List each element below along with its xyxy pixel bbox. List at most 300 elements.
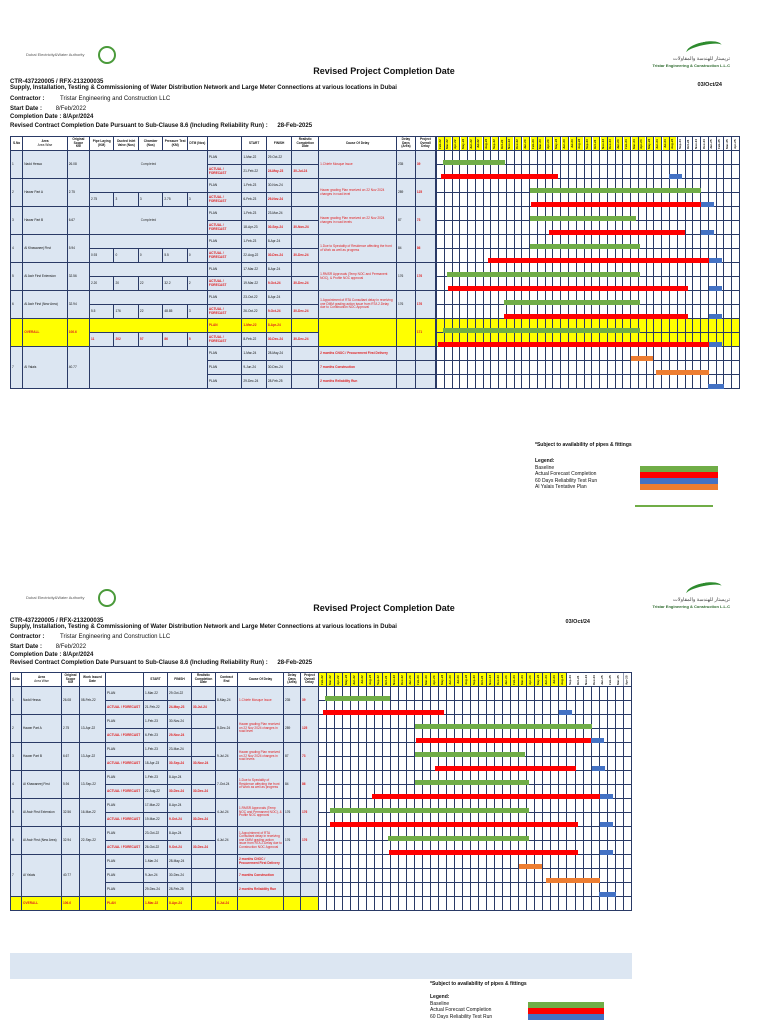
- gantt-bar-actual: [438, 342, 709, 347]
- gantt-bar-baseline: [504, 300, 641, 305]
- month-header: Jul-24: [662, 137, 670, 151]
- row-rem-val: 20: [114, 277, 138, 291]
- col2-area: Area Area Wise: [22, 673, 62, 687]
- month-header: Mar-23: [423, 673, 431, 687]
- row-realistic: 30-Dec-24: [192, 813, 216, 827]
- row-area: OVERALL: [22, 897, 62, 911]
- row-rem-val: 57: [138, 333, 162, 347]
- row-rem-val: 202: [114, 333, 138, 347]
- row-area: Hawar Part A: [22, 715, 62, 743]
- month-header: Aug-22: [483, 137, 491, 151]
- row-cause: 2 months Reliability Run: [319, 375, 397, 389]
- row-act-start: 26-Oct-22: [144, 841, 168, 855]
- row-plan-finish: 8-Apr-24: [266, 291, 292, 305]
- row-realistic: [292, 361, 319, 375]
- dewa-logo-2: Dubai Electricity&Water Authority: [26, 589, 116, 613]
- month-header: Sep-24: [677, 137, 685, 151]
- gantt-bar-reliability: [592, 766, 605, 771]
- gantt-bar-reliability: [600, 822, 613, 827]
- page-title: Revised Project Completion Date: [313, 66, 455, 76]
- table-row: [11, 771, 319, 785]
- row-rem-val: 3: [187, 193, 207, 207]
- row-pdelay: 39: [415, 151, 435, 179]
- row-pdelay: [301, 869, 319, 883]
- row-km: 2.75: [67, 179, 89, 207]
- month-header: Nov-23: [600, 137, 608, 151]
- row-issued: 08-Feb-22: [80, 687, 106, 715]
- month-header: Dec-23: [607, 137, 615, 151]
- col-dtm: DTM (Nos): [187, 137, 207, 151]
- month-header: Jan-25: [708, 137, 716, 151]
- row-plan-finish: 30-Nov-24: [266, 179, 292, 193]
- row-start: 1-Mar-24: [144, 855, 168, 869]
- gantt-bar-actual: [549, 230, 685, 235]
- row-actual: ACTUAL / FORECAST: [106, 701, 144, 715]
- row-issued: 13-Apr-22: [80, 743, 106, 771]
- row-rem-val: 3: [187, 305, 207, 319]
- row-finish: 28-May-24: [266, 347, 292, 361]
- month-header: Jun-23: [447, 673, 455, 687]
- col2-cause: Cause Of Delay: [238, 673, 284, 687]
- row-km: 26.08: [62, 687, 80, 715]
- col2-sno: S.No: [11, 673, 22, 687]
- month-header: Jun-22: [468, 137, 476, 151]
- row-issued: 13-Sep-22: [80, 771, 106, 799]
- row-pdelay: 86: [415, 235, 435, 263]
- month-header: Sep-23: [584, 137, 592, 151]
- gantt-bar-actual: [372, 794, 600, 799]
- row-real: [192, 715, 216, 729]
- row-sno: [11, 897, 22, 911]
- gantt-bar-baseline: [415, 780, 529, 785]
- row-cause: 1.RMSR Approvals (Temp NOC and Permanent NOC), & Profile NOC approval: [238, 799, 284, 827]
- row-pdelay: [415, 347, 435, 361]
- month-header: Sep-22: [491, 137, 499, 151]
- row-actual: ACTUAL / FORECAST: [207, 249, 241, 263]
- row-sno: [11, 319, 23, 347]
- gantt-bar-baseline: [443, 160, 505, 165]
- month-header: Dec-24: [591, 673, 599, 687]
- col2-issued: Work Issued Date: [80, 673, 106, 687]
- gantt-bar-reliability: [600, 850, 613, 855]
- row-km: 5.94: [67, 235, 89, 263]
- gantt-bar-reliability: [600, 794, 613, 799]
- row-act-start: 21-Feb-22: [144, 701, 168, 715]
- month-header: Aug-24: [559, 673, 567, 687]
- contract-ref-2: CTR-437220005 / RFX-213200035: [10, 618, 104, 624]
- row-realistic: [292, 193, 319, 207]
- row-pdelay: 86: [301, 771, 319, 799]
- table-row: [11, 799, 319, 813]
- table-row: [11, 897, 319, 911]
- row-delay: 87: [396, 207, 415, 235]
- gantt-bar-reliability: [709, 342, 722, 347]
- month-header: Feb-24: [511, 673, 519, 687]
- gantt-bar-baseline: [325, 696, 389, 701]
- row-cause: 7 months Construction: [319, 361, 397, 375]
- row-finish: 8-Apr-24: [168, 771, 192, 785]
- row-sno: 7: [11, 347, 23, 389]
- row-real: [192, 687, 216, 701]
- row-sno: 5: [11, 799, 22, 827]
- row-actual: ACTUAL / FORECAST: [106, 813, 144, 827]
- row-end: 7-Oct-24: [216, 771, 238, 799]
- gantt-bar-yalais: [656, 370, 708, 375]
- row-cause: 2 months Reliability Run: [238, 883, 284, 897]
- gantt-bar-reliability: [701, 230, 714, 235]
- row-pdelay: [415, 361, 435, 375]
- gantt-bars-2: [318, 672, 632, 972]
- row-issued: [80, 897, 106, 911]
- row-rem-val: 5.5: [163, 249, 187, 263]
- gantt-bar-baseline: [388, 836, 529, 841]
- col-plan: [207, 137, 241, 151]
- row-end: 6-Jul-24: [216, 897, 238, 911]
- row-end: 8-May-24: [216, 687, 238, 715]
- row-cause: 1.Appointment of RTA Consultant delay in receiving one DMM grading action issue from RTA 2.Delay due to Construction NOC Approval: [319, 291, 397, 319]
- month-header: Apr-25: [623, 673, 631, 687]
- table-row: [11, 235, 436, 249]
- row-act-start: 22-Aug-22: [144, 785, 168, 799]
- month-header: Aug-24: [669, 137, 677, 151]
- report-date-2: 03/Oct/24: [565, 619, 590, 625]
- row-act-finish: 9-Oct-24: [168, 841, 192, 855]
- row-area: Al Awir First Extension: [22, 799, 62, 827]
- revised-date-line-2: Revised Contract Completion Date Pursuant to Sub-Clause 8.6 (Including Reliability Run) : 28-Feb-2025: [10, 660, 313, 666]
- row-rem-val: 3: [114, 193, 138, 207]
- row-end: 4-Jul-24: [216, 827, 238, 855]
- row-rem-val: 2.20: [89, 277, 113, 291]
- col2-start: START: [144, 673, 168, 687]
- row-sno: 4: [11, 235, 23, 263]
- row-end: [216, 883, 238, 897]
- row-realistic: 30-Dec-24: [192, 785, 216, 799]
- row-real: [192, 883, 216, 897]
- row-realistic: 30-Nov-24: [292, 221, 319, 235]
- gantt-bar-baseline: [415, 724, 592, 729]
- row-act-start: 19-Mar-22: [242, 277, 266, 291]
- row-act-finish: 29-Nov-24: [266, 193, 292, 207]
- row-act-start: 6-Feb-23: [242, 193, 266, 207]
- row-delay: 289: [284, 715, 301, 743]
- row-finish: 8-Apr-24: [168, 799, 192, 813]
- month-header: Sep-23: [471, 673, 479, 687]
- row-area: Nadd Hessa: [22, 687, 62, 715]
- col2-delay: Delay Days (Area): [284, 673, 301, 687]
- col2-project-delay: Project Overall Delay: [301, 673, 319, 687]
- table-row: [11, 179, 436, 193]
- col-project-delay: Project Overall Delay: [415, 137, 435, 151]
- row-issued: 22-Sep-22: [80, 827, 106, 855]
- gantt-bar-baseline: [530, 188, 701, 193]
- month-header: Jun-24: [543, 673, 551, 687]
- month-header: Dec-22: [399, 673, 407, 687]
- row-km: 32.56: [67, 263, 89, 291]
- row-pdelay: [301, 883, 319, 897]
- col2-finish: FINISH: [168, 673, 192, 687]
- month-header: Apr-24: [638, 137, 646, 151]
- schedule-table-2: [10, 672, 319, 911]
- row-delay: 176: [396, 291, 415, 319]
- row-plan-start: 1-Mar-22: [242, 151, 266, 165]
- row-km: 106.6: [67, 319, 89, 347]
- row-km: 2.75: [62, 715, 80, 743]
- row-realistic: 30-Jul-24: [192, 701, 216, 715]
- month-header: Oct-24: [685, 137, 693, 151]
- legend-2: Legend: Baseline Actual Forecast Completion 60 Days Reliability Test Run: [430, 994, 630, 1020]
- month-header: May-24: [646, 137, 654, 151]
- col2-realistic: Realistic Completion Date: [192, 673, 216, 687]
- row-rem-val: 2.75: [89, 193, 113, 207]
- row-cause: 1.RMSR Approvals (Temp NOC and Permanent NOC), & Profile NOC approval: [319, 263, 397, 291]
- row-cause: Hawar grading Plan received on 22 Nov 2024 changes in road level: [319, 179, 397, 207]
- row-plan-start: 1-Feb-23: [242, 179, 266, 193]
- row-act-finish: 30-Dec-24: [168, 785, 192, 799]
- row-plan: PLAN: [106, 897, 144, 911]
- gantt-bar-reliability: [709, 286, 722, 291]
- month-header: May-23: [439, 673, 447, 687]
- row-delay: [396, 361, 415, 375]
- row-act-start: 21-Feb-22: [242, 165, 266, 179]
- row-cause: 1.Due to Speciality of Residence affecting the front of Work as well as progress: [238, 771, 284, 799]
- legend-reliability: 60 Days Reliability Test Run: [535, 477, 598, 484]
- row-start: 1-Mar-22: [144, 897, 168, 911]
- row-realistic: [292, 347, 319, 361]
- row-rem: [89, 347, 207, 389]
- row-sno: 1: [11, 687, 22, 715]
- row-act-finish: 9-Oct-24: [266, 277, 292, 291]
- row-real: [292, 235, 319, 249]
- month-header: Feb-22: [319, 673, 327, 687]
- row-real: [192, 827, 216, 841]
- row-plan: PLAN: [207, 347, 241, 361]
- row-km: 106.6: [62, 897, 80, 911]
- col-delay: Delay Days (Area): [396, 137, 415, 151]
- month-header: Jun-22: [351, 673, 359, 687]
- row-plan-start: 1-Feb-23: [242, 207, 266, 221]
- row-area: Hawar Part B: [23, 207, 68, 235]
- report-date: 03/Oct/24: [697, 82, 722, 88]
- contractor-line: Contractor : Tristar Engineering and Construction LLC: [10, 96, 171, 102]
- row-real: [292, 179, 319, 193]
- availability-note: *Subject to availability of pipes & fittings: [535, 442, 632, 448]
- row-real: [292, 291, 319, 305]
- row-rem-val: 48.85: [163, 305, 187, 319]
- row-cause: Hawar grading Plan received on 22 Nov 2024 changes in road levels: [319, 207, 397, 235]
- row-realistic: 30-Dec-24: [292, 249, 319, 263]
- row-act-start: 6-Feb-23: [144, 729, 168, 743]
- row-realistic: [292, 375, 319, 389]
- row-act-finish: 9-Oct-24: [266, 305, 292, 319]
- row-km: 32.56: [62, 799, 80, 827]
- row-rem-val: 86: [163, 333, 187, 347]
- row-delay: 289: [396, 179, 415, 207]
- row-pdelay: 73: [301, 743, 319, 771]
- row-delay: [284, 883, 301, 897]
- month-header: Apr-24: [527, 673, 535, 687]
- month-header: Jan-23: [407, 673, 415, 687]
- row-rem-val: 2: [187, 277, 207, 291]
- row-plan: PLAN: [207, 291, 241, 305]
- tristar-logo-2: تريستار للهندسة والمقاولات Tristar Engineering & Construction L.L.C: [640, 583, 730, 617]
- row-cause: [319, 319, 397, 347]
- row-issued: 16-Mar-22: [80, 799, 106, 827]
- row-rem-val: 11: [89, 333, 113, 347]
- row-start: 9-Jun-24: [242, 361, 266, 375]
- month-header: Nov-23: [487, 673, 495, 687]
- row-sno: 7: [11, 855, 22, 897]
- row-realistic: 30-Dec-24: [192, 841, 216, 855]
- month-header: Dec-23: [495, 673, 503, 687]
- row-plan-finish: 8-Apr-24: [266, 235, 292, 249]
- row-actual: ACTUAL / FORECAST: [207, 193, 241, 207]
- row-act-start: 8-Feb-22: [242, 333, 266, 347]
- table-row: [11, 319, 436, 333]
- row-pdelay: 171: [415, 319, 435, 347]
- row-km: 26.08: [67, 151, 89, 179]
- row-rem-val: 3: [138, 193, 162, 207]
- month-header: Nov-24: [693, 137, 701, 151]
- row-cause: Hawar grading Plan received on 22 Nov 2024 changes in road levels: [238, 743, 284, 771]
- row-delay: 84: [396, 235, 415, 263]
- row-actual: ACTUAL / FORECAST: [207, 165, 241, 179]
- row-act-finish: 30-Sep-24: [168, 757, 192, 771]
- row-completed: Completed: [89, 151, 207, 179]
- gantt-bar-reliability: [701, 202, 714, 207]
- row-rem-val: 0.93: [89, 249, 113, 263]
- table-row: [11, 291, 436, 305]
- row-cause: 1.Chiefe Mosque Issue: [238, 687, 284, 715]
- row-real: [192, 771, 216, 785]
- row-rem-top: [89, 235, 207, 249]
- row-end: 4-Jul-24: [216, 799, 238, 827]
- row-km: 6.67: [62, 743, 80, 771]
- row-sno: 6: [11, 827, 22, 855]
- tristar-logo: تريستار للهندسة والمقاولات Tristar Engineering & Construction L.L.C: [640, 42, 730, 76]
- row-delay: 235: [396, 151, 415, 179]
- row-cause: 2 months CNOC / Procurement First Delivery: [238, 855, 284, 869]
- month-header: Mar-25: [724, 137, 732, 151]
- row-rem-val: 176: [114, 305, 138, 319]
- month-header: Jul-22: [475, 137, 483, 151]
- row-plan: PLAN: [207, 151, 241, 165]
- row-issued: 13-Apr-22: [80, 715, 106, 743]
- row-km: 32.94: [62, 827, 80, 855]
- row-real: [192, 869, 216, 883]
- row-km: 6.67: [67, 207, 89, 235]
- month-header: Jan-25: [599, 673, 607, 687]
- row-real: [192, 897, 216, 911]
- gantt-bar-yalais: [708, 384, 724, 389]
- gantt-bar-actual: [389, 850, 578, 855]
- row-pdelay: 125: [301, 715, 319, 743]
- row-rem-top: [89, 291, 207, 305]
- col-cause: Cause Of Delay: [319, 137, 397, 151]
- row-finish: 8-Apr-24: [168, 827, 192, 841]
- row-rem-val: 0: [138, 249, 162, 263]
- table-row: [11, 263, 436, 277]
- gantt-bar-actual: [330, 822, 578, 827]
- row-actual: ACTUAL / FORECAST: [207, 305, 241, 319]
- col-area: Area Area Wise: [23, 137, 68, 151]
- table-row: [11, 207, 436, 221]
- row-plan: PLAN: [106, 687, 144, 701]
- row-start: 1-Feb-23: [144, 743, 168, 757]
- row-pdelay: 39: [301, 687, 319, 715]
- row-plan: PLAN: [106, 883, 144, 897]
- row-plan-start: 1-Mar-22: [242, 319, 266, 333]
- row-plan-start: 1-Feb-23: [242, 235, 266, 249]
- table-row: [11, 715, 319, 729]
- row-sno: 3: [11, 207, 23, 235]
- revised-date-line: Revised Contract Completion Date Pursuant to Sub-Clause 8.6 (Including Reliability Run) : 28-Feb-2025: [10, 123, 313, 129]
- gantt-bar-actual: [323, 710, 444, 715]
- row-delay: 235: [284, 687, 301, 715]
- row-pdelay: 73: [415, 207, 435, 235]
- month-header: Jan-23: [522, 137, 530, 151]
- row-end: [216, 869, 238, 883]
- row-area: Nadd Hessa: [23, 151, 68, 179]
- row-finish: 30-Dec-24: [266, 361, 292, 375]
- row-sno: 4: [11, 771, 22, 799]
- gantt-bar-actual: [488, 258, 709, 263]
- row-actual: ACTUAL / FORECAST: [106, 841, 144, 855]
- row-issued: [80, 855, 106, 897]
- row-real: [292, 207, 319, 221]
- row-actual: ACTUAL / FORECAST: [207, 333, 241, 347]
- row-finish: 23-Mar-24: [168, 743, 192, 757]
- row-realistic: [192, 729, 216, 743]
- month-header: May-22: [460, 137, 468, 151]
- month-header: Mar-24: [519, 673, 527, 687]
- row-actual: ACTUAL / FORECAST: [207, 221, 241, 235]
- row-plan: PLAN: [106, 715, 144, 729]
- row-sno: 6: [11, 291, 23, 319]
- row-rem-val: 22: [138, 305, 162, 319]
- row-start: 23-Oct-22: [144, 827, 168, 841]
- col-orig-scope: Original Scope KM: [67, 137, 89, 151]
- row-finish: 28-Feb-25: [266, 375, 292, 389]
- table-row: [11, 347, 436, 361]
- row-real: [192, 799, 216, 813]
- row-area: Hawar Part A: [23, 179, 68, 207]
- page-title-2: Revised Project Completion Date: [313, 603, 455, 613]
- row-km: 5.94: [62, 771, 80, 799]
- gantt-bar-baseline: [530, 216, 637, 221]
- month-header: Feb-24: [623, 137, 631, 151]
- row-area: Al Awir First (New Area): [23, 291, 68, 319]
- gantt-bar-reliability: [559, 710, 572, 715]
- row-real: [192, 855, 216, 869]
- row-delay: 176: [284, 827, 301, 855]
- col-pressure: Pressure Test (KM): [163, 137, 187, 151]
- row-finish: 28-May-24: [168, 855, 192, 869]
- row-delay: [396, 319, 415, 347]
- month-header: Feb-25: [607, 673, 615, 687]
- row-plan: PLAN: [207, 263, 241, 277]
- month-header: Mar-24: [631, 137, 639, 151]
- row-finish: 8-Apr-24: [168, 897, 192, 911]
- month-header: Jun-24: [654, 137, 662, 151]
- contract-desc: Supply, Installation, Testing & Commissioning of Water Distribution Network and Large Meter Connections at various locations in Dubai: [10, 85, 397, 91]
- row-actual: ACTUAL / FORECAST: [106, 785, 144, 799]
- gantt-bars: [436, 136, 740, 476]
- col-start: START: [242, 137, 266, 151]
- gantt-bar-baseline: [443, 328, 640, 333]
- row-actual: ACTUAL / FORECAST: [106, 757, 144, 771]
- row-delay: 176: [284, 799, 301, 827]
- row-finish: 30-Nov-24: [168, 715, 192, 729]
